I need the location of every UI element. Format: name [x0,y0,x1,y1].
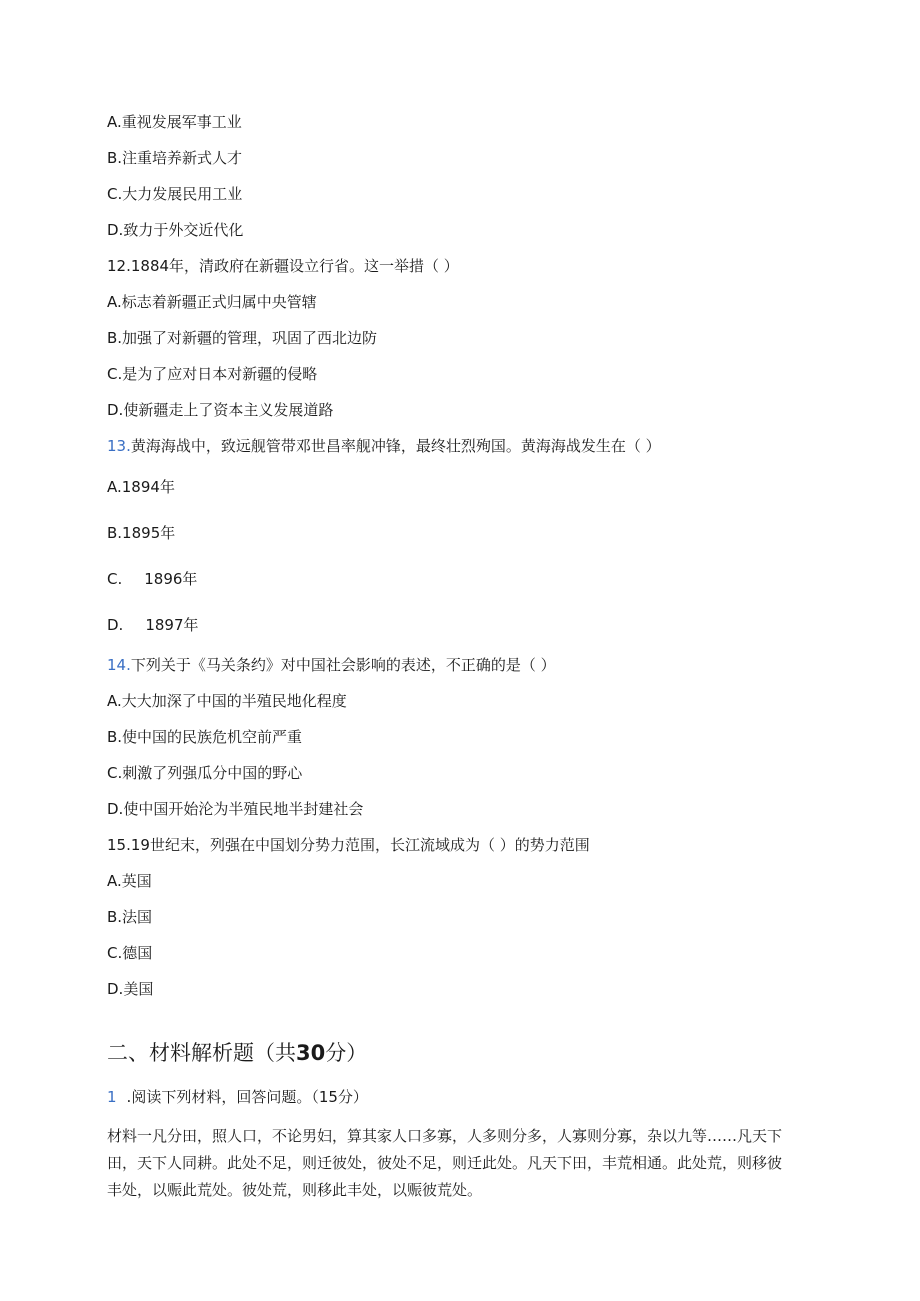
q15-option-c: C.德国 [107,944,153,962]
material-q1-number: 1 [107,1088,117,1106]
q11-option-d: D.致力于外交近代化 [107,221,244,239]
q13-option-d-letter: D. [107,616,124,634]
q14-stem: 下列关于《马关条约》对中国社会影响的表述，不正确的是（ ） [130,656,556,674]
q11-option-c: C.大力发展民用工业 [107,185,243,203]
q14-stem-line [107,655,556,675]
q13-option-d [107,615,199,635]
q14-option-c: C.刺激了列强瓜分中国的野心 [107,764,303,782]
q12-option-b: B.加强了对新疆的管理，巩固了西北边防 [107,329,378,347]
section2-heading [107,1038,367,1068]
material-line-3: 丰处，以赈此荒处。彼处荒，则移此丰处，以赈彼荒处。 [107,1181,483,1199]
material-line-1: 材料一凡分田，照人口，不论男妇，算其家人口多寡，人多则分多，人寡则分寡，杂以九等……凡天下 [107,1127,783,1145]
q13-option-c-value: 1896年 [144,570,198,588]
q14-option-b: B.使中国的民族危机空前严重 [107,728,303,746]
material-q1-stem-line [107,1087,368,1107]
q13-option-c-letter: C. [107,570,123,588]
q15-stem: 15.19世纪末，列强在中国划分势力范围，长江流域成为（ ）的势力范围 [107,836,590,854]
q11-option-b: B.注重培养新式人才 [107,149,243,167]
q15-option-d: D.美国 [107,980,154,998]
q14-option-d: D.使中国开始沦为半殖民地半封建社会 [107,800,364,818]
q13-stem-line [107,436,661,456]
material-q1-stem: .阅读下列材料，回答问题。（15分） [126,1088,368,1106]
q13-option-d-value: 1897年 [145,616,199,634]
material-one-text [107,1123,807,1204]
section2-title-suffix: 分） [325,1041,368,1065]
q11-option-a: A.重视发展军事工业 [107,113,242,131]
section2-title-score: 30 [296,1041,326,1065]
q13-option-b: B.1895年 [107,524,176,542]
section2-title-prefix: 二、材料解析题（共 [107,1041,296,1065]
q12-option-d: D.使新疆走上了资本主义发展道路 [107,401,334,419]
q13-stem: 黄海海战中，致远舰管带邓世昌率舰冲锋，最终壮烈殉国。黄海海战发生在（ ） [130,437,661,455]
q14-number: 14. [107,656,131,674]
material-line-2: 田，天下人同耕。此处不足，则迁彼处，彼处不足，则迁此处。凡天下田，丰荒相通。此处荒，则移彼 [107,1154,783,1172]
q15-option-b: B.法国 [107,908,153,926]
q13-option-a: A.1894年 [107,478,175,496]
q15-option-a: A.英国 [107,872,152,890]
q12-option-a: A.标志着新疆正式归属中央管辖 [107,293,317,311]
q13-number: 13. [107,437,131,455]
q13-option-c [107,569,197,589]
q14-option-a: A.大大加深了中国的半殖民地化程度 [107,692,347,710]
q12-stem: 12.1884年，清政府在新疆设立行省。这一举措（ ） [107,257,459,275]
q12-option-c: C.是为了应对日本对新疆的侵略 [107,365,318,383]
